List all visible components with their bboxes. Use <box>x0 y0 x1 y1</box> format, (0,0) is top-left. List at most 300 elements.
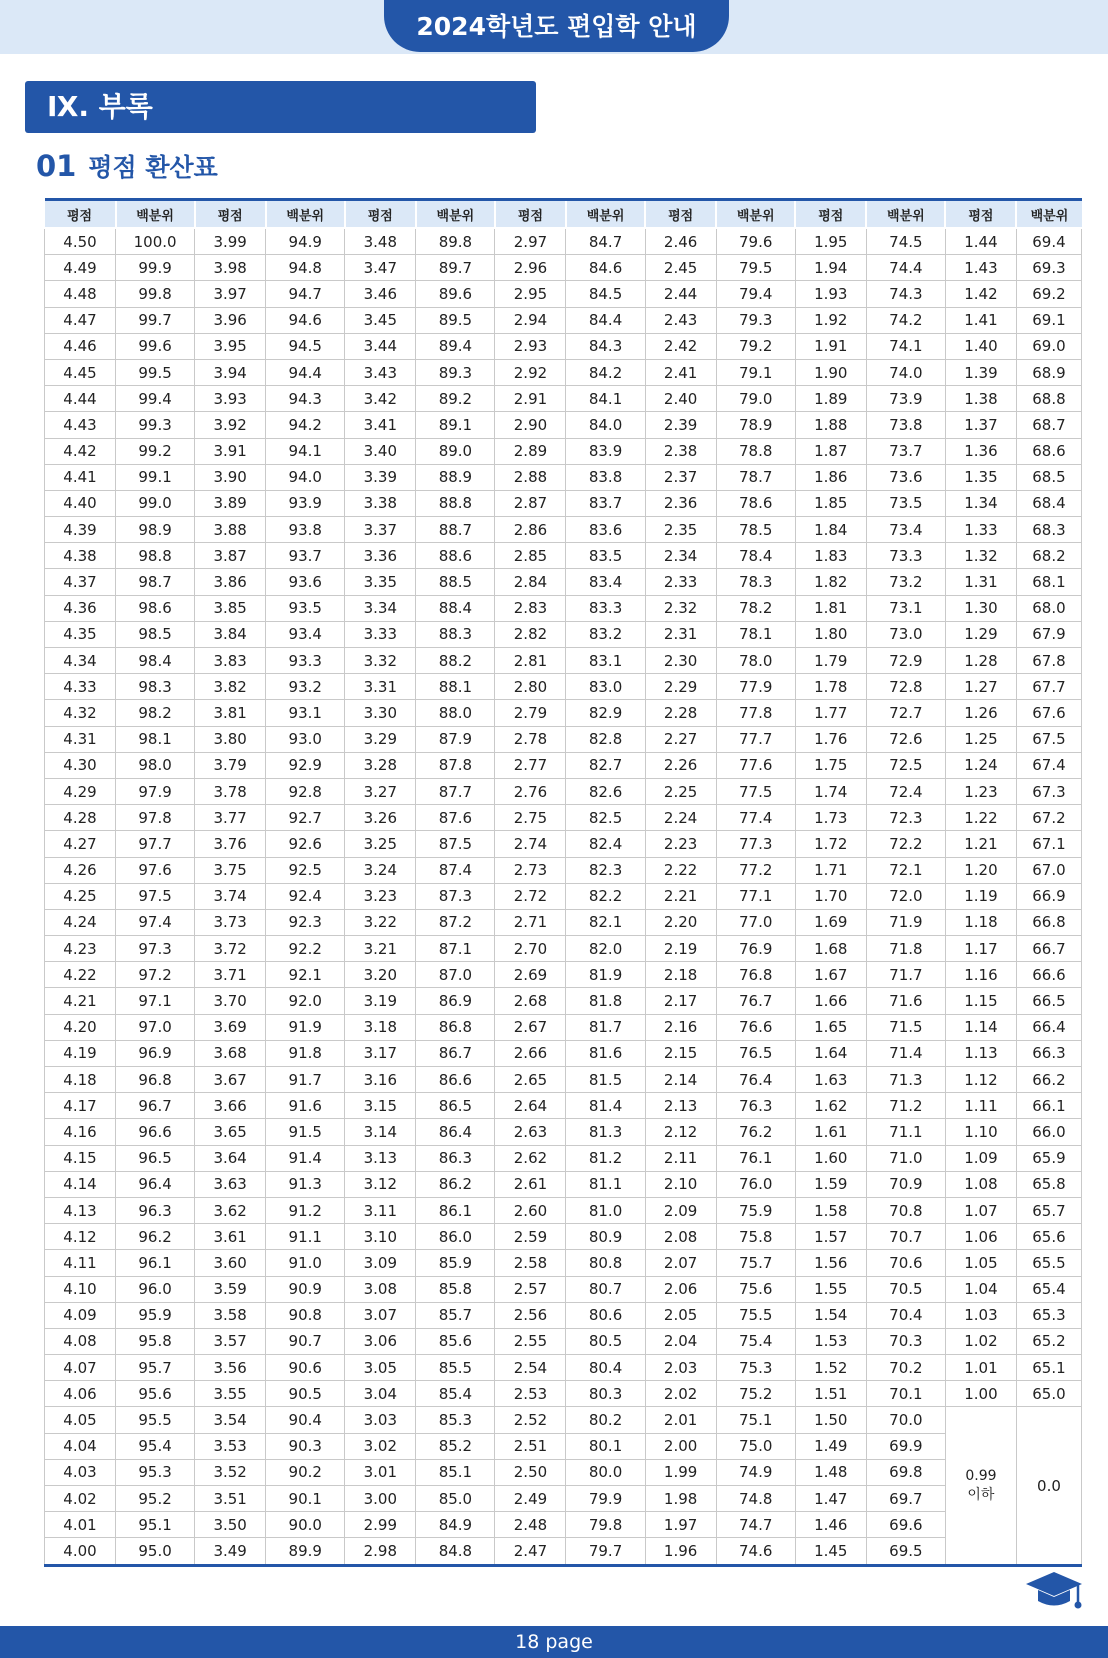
table-row <box>45 1433 1082 1459</box>
grade-cell: 1.96 <box>645 1538 716 1565</box>
table-row <box>45 228 1082 255</box>
column-header-percentile: 백분위 <box>716 200 795 229</box>
percentile-cell: 71.7 <box>866 962 945 988</box>
percentile-cell: 76.8 <box>716 962 795 988</box>
percentile-cell: 83.5 <box>566 543 645 569</box>
percentile-cell: 91.0 <box>266 1250 345 1276</box>
percentile-cell: 97.8 <box>116 805 195 831</box>
table-row <box>45 1197 1082 1223</box>
column-header-grade: 평점 <box>45 200 116 229</box>
percentile-cell: 72.5 <box>866 752 945 778</box>
percentile-cell: 91.5 <box>266 1119 345 1145</box>
percentile-cell: 67.4 <box>1016 752 1081 778</box>
percentile-cell: 98.2 <box>116 700 195 726</box>
percentile-cell: 83.8 <box>566 464 645 490</box>
percentile-cell: 96.7 <box>116 1093 195 1119</box>
percentile-cell: 94.9 <box>266 228 345 255</box>
percentile-cell: 80.3 <box>566 1381 645 1407</box>
grade-cell: 1.22 <box>945 805 1016 831</box>
percentile-cell: 97.3 <box>116 936 195 962</box>
grade-cell-merged: 0.99 이하 <box>945 1407 1016 1565</box>
table-body <box>45 228 1082 1565</box>
grade-cell: 3.79 <box>195 752 266 778</box>
percentile-cell-merged: 0.0 <box>1016 1407 1081 1565</box>
grade-cell: 1.00 <box>945 1381 1016 1407</box>
percentile-cell: 70.9 <box>866 1171 945 1197</box>
grade-cell: 3.03 <box>345 1407 416 1433</box>
percentile-cell: 93.0 <box>266 726 345 752</box>
grade-cell: 1.47 <box>795 1486 866 1512</box>
percentile-cell: 68.8 <box>1016 386 1081 412</box>
grade-cell: 2.91 <box>495 386 566 412</box>
percentile-cell: 74.4 <box>866 255 945 281</box>
grade-cell: 1.85 <box>795 490 866 516</box>
percentile-cell: 92.2 <box>266 936 345 962</box>
grade-cell: 3.02 <box>345 1433 416 1459</box>
percentile-cell: 82.1 <box>566 909 645 935</box>
grade-cell: 2.95 <box>495 281 566 307</box>
percentile-cell: 88.9 <box>416 464 495 490</box>
percentile-cell: 74.9 <box>716 1459 795 1485</box>
grade-cell: 2.79 <box>495 700 566 726</box>
grade-cell: 2.36 <box>645 490 716 516</box>
percentile-cell: 99.9 <box>116 255 195 281</box>
table-row <box>45 1486 1082 1512</box>
grade-cell: 2.34 <box>645 543 716 569</box>
percentile-cell: 86.1 <box>416 1197 495 1223</box>
grade-cell: 4.37 <box>45 569 116 595</box>
grade-cell: 2.84 <box>495 569 566 595</box>
percentile-cell: 74.1 <box>866 333 945 359</box>
percentile-cell: 84.1 <box>566 386 645 412</box>
percentile-cell: 81.3 <box>566 1119 645 1145</box>
grade-cell: 2.21 <box>645 883 716 909</box>
grade-cell: 2.14 <box>645 1067 716 1093</box>
percentile-cell: 99.4 <box>116 386 195 412</box>
grade-cell: 1.86 <box>795 464 866 490</box>
percentile-cell: 77.3 <box>716 831 795 857</box>
percentile-cell: 72.1 <box>866 857 945 883</box>
percentile-cell: 86.6 <box>416 1067 495 1093</box>
grade-cell: 1.30 <box>945 595 1016 621</box>
grade-cell: 2.76 <box>495 778 566 804</box>
grade-cell: 1.05 <box>945 1250 1016 1276</box>
percentile-cell: 80.9 <box>566 1224 645 1250</box>
table-row <box>45 909 1082 935</box>
grade-cell: 3.19 <box>345 988 416 1014</box>
percentile-cell: 90.7 <box>266 1328 345 1354</box>
table-row <box>45 1407 1082 1433</box>
grade-cell: 1.98 <box>645 1486 716 1512</box>
table-header-row <box>45 200 1082 229</box>
percentile-cell: 71.9 <box>866 909 945 935</box>
grade-cell: 4.21 <box>45 988 116 1014</box>
percentile-cell: 87.1 <box>416 936 495 962</box>
table-row <box>45 333 1082 359</box>
percentile-cell: 70.4 <box>866 1302 945 1328</box>
percentile-cell: 84.2 <box>566 359 645 385</box>
grade-cell: 1.34 <box>945 490 1016 516</box>
grade-cell: 2.72 <box>495 883 566 909</box>
grade-cell: 1.17 <box>945 936 1016 962</box>
grade-cell: 2.81 <box>495 648 566 674</box>
grade-cell: 3.95 <box>195 333 266 359</box>
percentile-cell: 93.4 <box>266 621 345 647</box>
percentile-cell: 78.5 <box>716 517 795 543</box>
table-row <box>45 517 1082 543</box>
percentile-cell: 69.1 <box>1016 307 1081 333</box>
grade-cell: 3.22 <box>345 909 416 935</box>
grade-cell: 2.98 <box>345 1538 416 1565</box>
table-row <box>45 936 1082 962</box>
percentile-cell: 66.9 <box>1016 883 1081 909</box>
grade-cell: 2.59 <box>495 1224 566 1250</box>
percentile-cell: 88.5 <box>416 569 495 595</box>
percentile-cell: 87.4 <box>416 857 495 883</box>
grade-cell: 3.36 <box>345 543 416 569</box>
grade-cell: 3.96 <box>195 307 266 333</box>
grade-cell: 4.45 <box>45 359 116 385</box>
percentile-cell: 71.8 <box>866 936 945 962</box>
grade-cell: 4.20 <box>45 1014 116 1040</box>
percentile-cell: 85.8 <box>416 1276 495 1302</box>
percentile-cell: 82.2 <box>566 883 645 909</box>
percentile-cell: 65.4 <box>1016 1276 1081 1302</box>
percentile-cell: 93.9 <box>266 490 345 516</box>
grade-cell: 1.62 <box>795 1093 866 1119</box>
grade-cell: 4.30 <box>45 752 116 778</box>
percentile-cell: 69.5 <box>866 1538 945 1565</box>
grade-cell: 3.35 <box>345 569 416 595</box>
grade-cell: 1.10 <box>945 1119 1016 1145</box>
percentile-cell: 78.0 <box>716 648 795 674</box>
grade-cell: 2.39 <box>645 412 716 438</box>
percentile-cell: 70.6 <box>866 1250 945 1276</box>
grade-cell: 2.44 <box>645 281 716 307</box>
percentile-cell: 96.6 <box>116 1119 195 1145</box>
percentile-cell: 92.0 <box>266 988 345 1014</box>
grade-cell: 3.46 <box>345 281 416 307</box>
percentile-cell: 81.7 <box>566 1014 645 1040</box>
percentile-cell: 73.6 <box>866 464 945 490</box>
table-row <box>45 857 1082 883</box>
grade-cell: 2.00 <box>645 1433 716 1459</box>
percentile-cell: 91.4 <box>266 1145 345 1171</box>
grade-cell: 2.04 <box>645 1328 716 1354</box>
grade-cell: 3.34 <box>345 595 416 621</box>
percentile-cell: 72.6 <box>866 726 945 752</box>
grade-cell: 3.21 <box>345 936 416 962</box>
grade-cell: 2.86 <box>495 517 566 543</box>
grade-cell: 2.68 <box>495 988 566 1014</box>
percentile-cell: 67.0 <box>1016 857 1081 883</box>
percentile-cell: 67.1 <box>1016 831 1081 857</box>
percentile-cell: 86.4 <box>416 1119 495 1145</box>
grade-cell: 2.27 <box>645 726 716 752</box>
percentile-cell: 88.7 <box>416 517 495 543</box>
percentile-cell: 92.9 <box>266 752 345 778</box>
grade-cell: 2.26 <box>645 752 716 778</box>
grade-cell: 2.09 <box>645 1197 716 1223</box>
percentile-cell: 94.5 <box>266 333 345 359</box>
grade-cell: 1.16 <box>945 962 1016 988</box>
percentile-cell: 95.8 <box>116 1328 195 1354</box>
grade-cell: 3.24 <box>345 857 416 883</box>
grade-cell: 3.26 <box>345 805 416 831</box>
grade-cell: 3.27 <box>345 778 416 804</box>
grade-cell: 4.46 <box>45 333 116 359</box>
percentile-cell: 95.4 <box>116 1433 195 1459</box>
grade-cell: 3.05 <box>345 1355 416 1381</box>
grade-cell: 3.49 <box>195 1538 266 1565</box>
percentile-cell: 69.4 <box>1016 228 1081 255</box>
grade-cell: 3.11 <box>345 1197 416 1223</box>
grade-cell: 4.48 <box>45 281 116 307</box>
percentile-cell: 70.2 <box>866 1355 945 1381</box>
grade-cell: 4.50 <box>45 228 116 255</box>
grade-cell: 1.99 <box>645 1459 716 1485</box>
grade-cell: 2.71 <box>495 909 566 935</box>
grade-cell: 4.01 <box>45 1512 116 1538</box>
grade-cell: 3.15 <box>345 1093 416 1119</box>
grade-cell: 1.80 <box>795 621 866 647</box>
percentile-cell: 67.2 <box>1016 805 1081 831</box>
percentile-cell: 75.9 <box>716 1197 795 1223</box>
percentile-cell: 85.6 <box>416 1328 495 1354</box>
percentile-cell: 89.4 <box>416 333 495 359</box>
grade-cell: 2.48 <box>495 1512 566 1538</box>
grade-cell: 1.42 <box>945 281 1016 307</box>
percentile-cell: 93.7 <box>266 543 345 569</box>
grade-cell: 2.06 <box>645 1276 716 1302</box>
grade-cell: 1.87 <box>795 438 866 464</box>
percentile-cell: 66.7 <box>1016 936 1081 962</box>
percentile-cell: 80.5 <box>566 1328 645 1354</box>
percentile-cell: 85.7 <box>416 1302 495 1328</box>
grade-cell: 3.33 <box>345 621 416 647</box>
grade-cell: 3.76 <box>195 831 266 857</box>
percentile-cell: 97.7 <box>116 831 195 857</box>
grade-cell: 1.48 <box>795 1459 866 1485</box>
grade-cell: 3.63 <box>195 1171 266 1197</box>
percentile-cell: 77.7 <box>716 726 795 752</box>
percentile-cell: 91.3 <box>266 1171 345 1197</box>
percentile-cell: 83.7 <box>566 490 645 516</box>
grade-cell: 2.45 <box>645 255 716 281</box>
percentile-cell: 78.6 <box>716 490 795 516</box>
percentile-cell: 83.1 <box>566 648 645 674</box>
percentile-cell: 65.7 <box>1016 1197 1081 1223</box>
percentile-cell: 88.6 <box>416 543 495 569</box>
percentile-cell: 69.0 <box>1016 333 1081 359</box>
grade-cell: 1.69 <box>795 909 866 935</box>
grade-cell: 1.70 <box>795 883 866 909</box>
grade-cell: 2.01 <box>645 1407 716 1433</box>
table-row <box>45 1302 1082 1328</box>
percentile-cell: 79.5 <box>716 255 795 281</box>
column-header-grade: 평점 <box>945 200 1016 229</box>
percentile-cell: 81.8 <box>566 988 645 1014</box>
percentile-cell: 87.9 <box>416 726 495 752</box>
grade-cell: 3.98 <box>195 255 266 281</box>
grade-cell: 4.16 <box>45 1119 116 1145</box>
percentile-cell: 92.8 <box>266 778 345 804</box>
percentile-cell: 65.3 <box>1016 1302 1081 1328</box>
percentile-cell: 88.3 <box>416 621 495 647</box>
percentile-cell: 91.9 <box>266 1014 345 1040</box>
column-header-percentile: 백분위 <box>566 200 645 229</box>
percentile-cell: 91.7 <box>266 1067 345 1093</box>
percentile-cell: 75.0 <box>716 1433 795 1459</box>
percentile-cell: 95.5 <box>116 1407 195 1433</box>
grade-cell: 4.27 <box>45 831 116 857</box>
grade-cell: 1.59 <box>795 1171 866 1197</box>
percentile-cell: 81.2 <box>566 1145 645 1171</box>
percentile-cell: 99.5 <box>116 359 195 385</box>
grade-cell: 3.99 <box>195 228 266 255</box>
grade-cell: 2.25 <box>645 778 716 804</box>
grade-cell: 1.74 <box>795 778 866 804</box>
grade-cell: 3.69 <box>195 1014 266 1040</box>
grade-cell: 3.50 <box>195 1512 266 1538</box>
percentile-cell: 78.7 <box>716 464 795 490</box>
grade-cell: 2.77 <box>495 752 566 778</box>
percentile-cell: 74.8 <box>716 1486 795 1512</box>
percentile-cell: 78.1 <box>716 621 795 647</box>
percentile-cell: 98.3 <box>116 674 195 700</box>
page-number: 18 page <box>0 1626 1108 1658</box>
grade-cell: 1.07 <box>945 1197 1016 1223</box>
percentile-cell: 79.4 <box>716 281 795 307</box>
percentile-cell: 67.8 <box>1016 648 1081 674</box>
percentile-cell: 96.9 <box>116 1040 195 1066</box>
percentile-cell: 87.7 <box>416 778 495 804</box>
grade-cell: 3.92 <box>195 412 266 438</box>
grade-cell: 2.35 <box>645 517 716 543</box>
percentile-cell: 77.6 <box>716 752 795 778</box>
percentile-cell: 70.7 <box>866 1224 945 1250</box>
percentile-cell: 69.8 <box>866 1459 945 1485</box>
percentile-cell: 69.2 <box>1016 281 1081 307</box>
percentile-cell: 97.2 <box>116 962 195 988</box>
grade-cell: 3.47 <box>345 255 416 281</box>
percentile-cell: 77.9 <box>716 674 795 700</box>
table-row <box>45 1093 1082 1119</box>
percentile-cell: 75.6 <box>716 1276 795 1302</box>
percentile-cell: 87.0 <box>416 962 495 988</box>
percentile-cell: 96.5 <box>116 1145 195 1171</box>
percentile-cell: 71.5 <box>866 1014 945 1040</box>
grade-cell: 4.41 <box>45 464 116 490</box>
percentile-cell: 71.4 <box>866 1040 945 1066</box>
grade-cell: 4.24 <box>45 909 116 935</box>
grade-cell: 1.26 <box>945 700 1016 726</box>
grade-cell: 1.23 <box>945 778 1016 804</box>
percentile-cell: 65.5 <box>1016 1250 1081 1276</box>
percentile-cell: 74.6 <box>716 1538 795 1565</box>
grade-cell: 1.60 <box>795 1145 866 1171</box>
percentile-cell: 99.8 <box>116 281 195 307</box>
table-row <box>45 831 1082 857</box>
grade-cell: 1.08 <box>945 1171 1016 1197</box>
grade-cell: 2.55 <box>495 1328 566 1354</box>
grade-cell: 2.83 <box>495 595 566 621</box>
percentile-cell: 80.2 <box>566 1407 645 1433</box>
grade-cell: 2.66 <box>495 1040 566 1066</box>
grade-cell: 2.08 <box>645 1224 716 1250</box>
grade-cell: 1.06 <box>945 1224 1016 1250</box>
table-row <box>45 648 1082 674</box>
grade-cell: 2.50 <box>495 1459 566 1485</box>
grade-cell: 3.20 <box>345 962 416 988</box>
percentile-cell: 80.4 <box>566 1355 645 1381</box>
percentile-cell: 76.4 <box>716 1067 795 1093</box>
percentile-cell: 73.3 <box>866 543 945 569</box>
table-row <box>45 1067 1082 1093</box>
grade-cell: 2.42 <box>645 333 716 359</box>
table-row <box>45 595 1082 621</box>
grade-cell: 1.40 <box>945 333 1016 359</box>
grade-cell: 4.49 <box>45 255 116 281</box>
table-row <box>45 726 1082 752</box>
percentile-cell: 79.8 <box>566 1512 645 1538</box>
column-header-percentile: 백분위 <box>416 200 495 229</box>
percentile-cell: 93.2 <box>266 674 345 700</box>
percentile-cell: 76.9 <box>716 936 795 962</box>
grade-cell: 2.47 <box>495 1538 566 1565</box>
table-row <box>45 1250 1082 1276</box>
percentile-cell: 72.0 <box>866 883 945 909</box>
percentile-cell: 96.8 <box>116 1067 195 1093</box>
grade-cell: 1.14 <box>945 1014 1016 1040</box>
percentile-cell: 82.8 <box>566 726 645 752</box>
percentile-cell: 95.9 <box>116 1302 195 1328</box>
grade-cell: 3.44 <box>345 333 416 359</box>
grade-cell: 2.89 <box>495 438 566 464</box>
percentile-cell: 99.7 <box>116 307 195 333</box>
percentile-cell: 77.8 <box>716 700 795 726</box>
percentile-cell: 67.5 <box>1016 726 1081 752</box>
grade-cell: 2.85 <box>495 543 566 569</box>
percentile-cell: 74.0 <box>866 359 945 385</box>
grade-cell: 3.78 <box>195 778 266 804</box>
grade-cell: 1.55 <box>795 1276 866 1302</box>
percentile-cell: 73.1 <box>866 595 945 621</box>
grade-cell: 4.44 <box>45 386 116 412</box>
grade-cell: 4.28 <box>45 805 116 831</box>
grade-cell: 4.06 <box>45 1381 116 1407</box>
grade-cell: 1.54 <box>795 1302 866 1328</box>
percentile-cell: 66.5 <box>1016 988 1081 1014</box>
grade-cell: 1.84 <box>795 517 866 543</box>
grade-cell: 2.99 <box>345 1512 416 1538</box>
grade-cell: 1.41 <box>945 307 1016 333</box>
percentile-cell: 82.3 <box>566 857 645 883</box>
grade-cell: 1.78 <box>795 674 866 700</box>
percentile-cell: 91.6 <box>266 1093 345 1119</box>
grade-cell: 2.03 <box>645 1355 716 1381</box>
grade-cell: 3.09 <box>345 1250 416 1276</box>
grade-cell: 2.49 <box>495 1486 566 1512</box>
grade-cell: 4.14 <box>45 1171 116 1197</box>
grade-cell: 3.06 <box>345 1328 416 1354</box>
grade-cell: 1.04 <box>945 1276 1016 1302</box>
percentile-cell: 80.6 <box>566 1302 645 1328</box>
percentile-cell: 95.3 <box>116 1459 195 1485</box>
grade-cell: 3.23 <box>345 883 416 909</box>
grade-cell: 1.92 <box>795 307 866 333</box>
percentile-cell: 83.4 <box>566 569 645 595</box>
